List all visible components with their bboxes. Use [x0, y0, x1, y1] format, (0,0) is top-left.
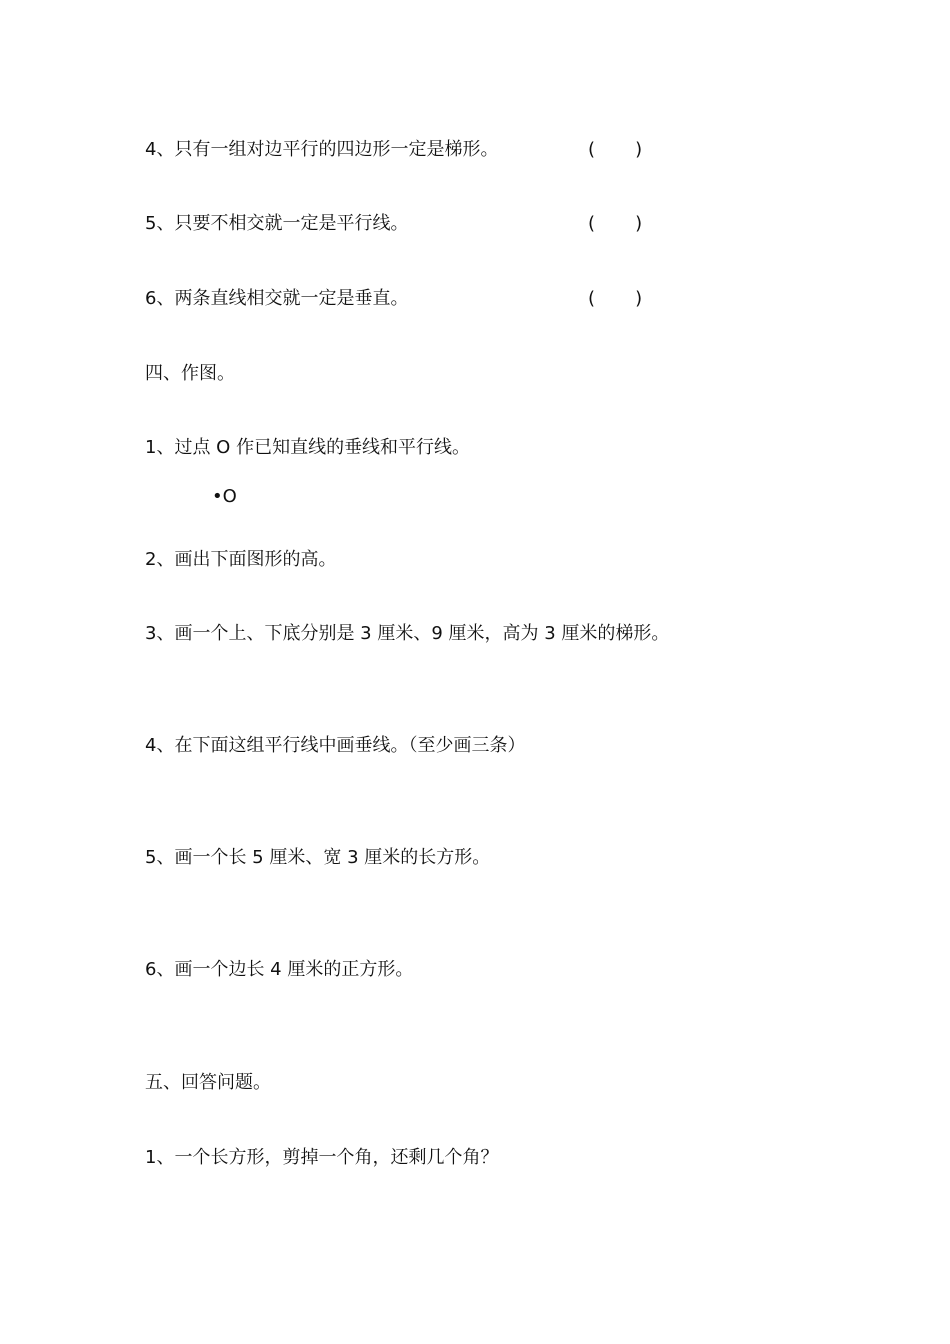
drawing-item-3: 3、画一个上、下底分别是 3 厘米、9 厘米，高为 3 厘米的梯形。: [145, 623, 670, 644]
answer-bracket: ( ): [588, 213, 643, 234]
section-title-drawing: 四、作图。: [145, 363, 235, 384]
section-title-questions: 五、回答问题。: [145, 1072, 271, 1093]
drawing-item-5: 5、画一个长 5 厘米、宽 3 厘米的长方形。: [145, 847, 491, 868]
answer-bracket: ( ): [588, 288, 643, 309]
point-o-label: •O: [212, 486, 237, 507]
drawing-item-1: 1、过点 O 作已知直线的垂线和平行线。: [145, 437, 471, 458]
drawing-item-2: 2、画出下面图形的高。: [145, 549, 337, 570]
drawing-item-4: 4、在下面这组平行线中画垂线。（至少画三条）: [145, 735, 526, 756]
judge-item-text: 4、只有一组对边平行的四边形一定是梯形。: [145, 139, 499, 160]
judge-item-text: 6、两条直线相交就一定是垂直。: [145, 288, 409, 309]
drawing-item-6: 6、画一个边长 4 厘米的正方形。: [145, 959, 414, 980]
judge-item-text: 5、只要不相交就一定是平行线。: [145, 213, 409, 234]
answer-bracket: ( ): [588, 139, 643, 160]
question-item-1: 1、一个长方形，剪掉一个角，还剩几个角？: [145, 1147, 499, 1168]
